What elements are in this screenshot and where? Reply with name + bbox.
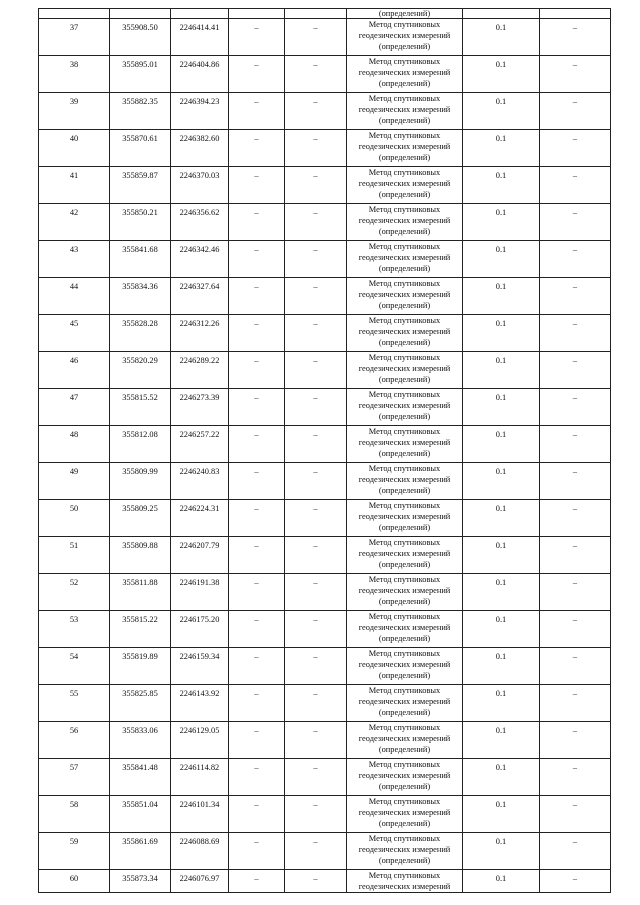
cell-column-8: –	[540, 537, 611, 574]
cell-coordinate-x: 355834.36	[110, 278, 171, 315]
cell-column-4: –	[229, 56, 285, 93]
cell-column-8: –	[540, 611, 611, 648]
cell-method: Метод спутниковых геодезических измерений (определений)	[347, 19, 463, 56]
cell-empty	[39, 9, 110, 19]
cell-coordinate-y: 2246394.23	[171, 93, 229, 130]
cell-column-8: –	[540, 796, 611, 833]
cell-column-5: –	[285, 19, 347, 56]
cell-coordinate-y: 2246076.97	[171, 870, 229, 893]
cell-point-number: 55	[39, 685, 110, 722]
cell-point-number: 41	[39, 167, 110, 204]
cell-coordinate-y: 2246175.20	[171, 611, 229, 648]
cell-column-5: –	[285, 426, 347, 463]
cell-column-4: –	[229, 648, 285, 685]
cell-coordinate-y: 2246257.22	[171, 426, 229, 463]
cell-accuracy: 0.1	[463, 130, 540, 167]
table-row	[39, 722, 611, 759]
cell-column-4: –	[229, 500, 285, 537]
cell-point-number: 45	[39, 315, 110, 352]
cell-accuracy: 0.1	[463, 167, 540, 204]
cell-empty	[171, 9, 229, 19]
cell-point-number: 57	[39, 759, 110, 796]
cell-accuracy: 0.1	[463, 389, 540, 426]
cell-coordinate-x: 355833.06	[110, 722, 171, 759]
cell-method: Метод спутниковых геодезических измерений	[347, 870, 463, 893]
cell-column-4: –	[229, 611, 285, 648]
cell-column-8: –	[540, 685, 611, 722]
cell-accuracy: 0.1	[463, 685, 540, 722]
cell-column-5: –	[285, 56, 347, 93]
cell-column-5: –	[285, 870, 347, 893]
cell-accuracy: 0.1	[463, 93, 540, 130]
cell-coordinate-x: 355815.52	[110, 389, 171, 426]
cell-point-number: 44	[39, 278, 110, 315]
cell-coordinate-y: 2246143.92	[171, 685, 229, 722]
table-row	[39, 870, 611, 893]
table-row	[39, 130, 611, 167]
cell-accuracy: 0.1	[463, 204, 540, 241]
cell-accuracy: 0.1	[463, 722, 540, 759]
cell-column-5: –	[285, 278, 347, 315]
cell-column-8: –	[540, 426, 611, 463]
cell-point-number: 38	[39, 56, 110, 93]
cell-column-4: –	[229, 278, 285, 315]
table-row	[39, 352, 611, 389]
cell-column-5: –	[285, 241, 347, 278]
cell-accuracy: 0.1	[463, 870, 540, 893]
cell-method: Метод спутниковых геодезических измерений (определений)	[347, 611, 463, 648]
cell-accuracy: 0.1	[463, 241, 540, 278]
cell-point-number: 50	[39, 500, 110, 537]
cell-accuracy: 0.1	[463, 463, 540, 500]
cell-coordinate-x: 355859.87	[110, 167, 171, 204]
cell-coordinate-y: 2246289.22	[171, 352, 229, 389]
table-row	[39, 648, 611, 685]
cell-column-5: –	[285, 130, 347, 167]
table-row	[39, 315, 611, 352]
cell-coordinate-x: 355841.48	[110, 759, 171, 796]
cell-accuracy: 0.1	[463, 500, 540, 537]
cell-method: Метод спутниковых геодезических измерений (определений)	[347, 278, 463, 315]
cell-method: Метод спутниковых геодезических измерений (определений)	[347, 796, 463, 833]
cell-point-number: 59	[39, 833, 110, 870]
cell-point-number: 39	[39, 93, 110, 130]
cell-column-5: –	[285, 500, 347, 537]
cell-column-5: –	[285, 722, 347, 759]
cell-empty	[540, 9, 611, 19]
cell-column-8: –	[540, 722, 611, 759]
cell-point-number: 48	[39, 426, 110, 463]
cell-column-8: –	[540, 315, 611, 352]
cell-column-4: –	[229, 833, 285, 870]
cell-method: Метод спутниковых геодезических измерений (определений)	[347, 500, 463, 537]
cell-coordinate-y: 2246327.64	[171, 278, 229, 315]
cell-point-number: 47	[39, 389, 110, 426]
cell-column-4: –	[229, 241, 285, 278]
cell-method: Метод спутниковых геодезических измерений (определений)	[347, 315, 463, 352]
cell-accuracy: 0.1	[463, 56, 540, 93]
cell-column-5: –	[285, 352, 347, 389]
table-row	[39, 574, 611, 611]
cell-column-5: –	[285, 167, 347, 204]
cell-coordinate-y: 2246101.34	[171, 796, 229, 833]
table-row	[39, 759, 611, 796]
cell-method: Метод спутниковых геодезических измерений (определений)	[347, 759, 463, 796]
cell-column-8: –	[540, 389, 611, 426]
cell-column-8: –	[540, 833, 611, 870]
cell-method: Метод спутниковых геодезических измерений (определений)	[347, 352, 463, 389]
table-row	[39, 426, 611, 463]
cell-column-4: –	[229, 204, 285, 241]
cell-point-number: 46	[39, 352, 110, 389]
cell-column-5: –	[285, 463, 347, 500]
cell-coordinate-y: 2246414.41	[171, 19, 229, 56]
cell-column-8: –	[540, 870, 611, 893]
table-row	[39, 500, 611, 537]
cell-coordinate-x: 355908.50	[110, 19, 171, 56]
cell-empty	[463, 9, 540, 19]
cell-column-8: –	[540, 241, 611, 278]
cell-column-4: –	[229, 574, 285, 611]
cell-coordinate-x: 355809.25	[110, 500, 171, 537]
cell-coordinate-x: 355811.88	[110, 574, 171, 611]
cell-accuracy: 0.1	[463, 426, 540, 463]
cell-coordinate-x: 355819.89	[110, 648, 171, 685]
cell-column-4: –	[229, 93, 285, 130]
cell-column-5: –	[285, 796, 347, 833]
coordinates-sheet	[38, 8, 610, 893]
cell-empty	[285, 9, 347, 19]
cell-coordinate-x: 355861.69	[110, 833, 171, 870]
table-row	[39, 833, 611, 870]
cell-column-8: –	[540, 130, 611, 167]
cell-coordinate-y: 2246191.38	[171, 574, 229, 611]
table-row	[39, 93, 611, 130]
cell-column-8: –	[540, 463, 611, 500]
cell-point-number: 60	[39, 870, 110, 893]
cell-coordinate-x: 355850.21	[110, 204, 171, 241]
cell-method: Метод спутниковых геодезических измерений (определений)	[347, 204, 463, 241]
cell-empty	[229, 9, 285, 19]
cell-column-5: –	[285, 537, 347, 574]
cell-method: Метод спутниковых геодезических измерений (определений)	[347, 130, 463, 167]
table-row-continued	[39, 9, 611, 19]
cell-column-8: –	[540, 500, 611, 537]
cell-coordinate-y: 2246312.26	[171, 315, 229, 352]
cell-column-8: –	[540, 167, 611, 204]
cell-column-4: –	[229, 19, 285, 56]
cell-column-8: –	[540, 574, 611, 611]
cell-coordinate-x: 355820.29	[110, 352, 171, 389]
cell-method: Метод спутниковых геодезических измерений (определений)	[347, 463, 463, 500]
cell-column-5: –	[285, 759, 347, 796]
cell-method: Метод спутниковых геодезических измерений (определений)	[347, 648, 463, 685]
cell-column-8: –	[540, 759, 611, 796]
cell-column-5: –	[285, 685, 347, 722]
cell-column-4: –	[229, 315, 285, 352]
cell-accuracy: 0.1	[463, 574, 540, 611]
table-row	[39, 463, 611, 500]
cell-column-5: –	[285, 611, 347, 648]
cell-column-5: –	[285, 648, 347, 685]
cell-column-8: –	[540, 278, 611, 315]
cell-accuracy: 0.1	[463, 278, 540, 315]
cell-column-8: –	[540, 204, 611, 241]
table-row	[39, 796, 611, 833]
cell-point-number: 43	[39, 241, 110, 278]
cell-point-number: 51	[39, 537, 110, 574]
cell-coordinate-x: 355828.28	[110, 315, 171, 352]
cell-accuracy: 0.1	[463, 648, 540, 685]
cell-method: Метод спутниковых геодезических измерений (определений)	[347, 241, 463, 278]
cell-column-8: –	[540, 648, 611, 685]
cell-coordinate-y: 2246224.31	[171, 500, 229, 537]
cell-accuracy: 0.1	[463, 611, 540, 648]
cell-point-number: 56	[39, 722, 110, 759]
cell-coordinate-x: 355851.04	[110, 796, 171, 833]
cell-method: Метод спутниковых геодезических измерений (определений)	[347, 833, 463, 870]
cell-column-5: –	[285, 204, 347, 241]
cell-coordinate-x: 355809.88	[110, 537, 171, 574]
cell-coordinate-y: 2246370.03	[171, 167, 229, 204]
table-row	[39, 685, 611, 722]
cell-point-number: 49	[39, 463, 110, 500]
cell-column-8: –	[540, 56, 611, 93]
cell-coordinate-y: 2246159.34	[171, 648, 229, 685]
cell-method: Метод спутниковых геодезических измерений (определений)	[347, 574, 463, 611]
cell-accuracy: 0.1	[463, 315, 540, 352]
cell-point-number: 58	[39, 796, 110, 833]
cell-column-4: –	[229, 389, 285, 426]
cell-method-tail: (определений)	[347, 9, 463, 19]
cell-coordinate-x: 355870.61	[110, 130, 171, 167]
cell-coordinate-x: 355815.22	[110, 611, 171, 648]
cell-column-4: –	[229, 685, 285, 722]
cell-accuracy: 0.1	[463, 833, 540, 870]
cell-column-4: –	[229, 796, 285, 833]
cell-point-number: 37	[39, 19, 110, 56]
cell-accuracy: 0.1	[463, 19, 540, 56]
cell-accuracy: 0.1	[463, 537, 540, 574]
cell-coordinate-y: 2246356.62	[171, 204, 229, 241]
cell-method: Метод спутниковых геодезических измерений (определений)	[347, 426, 463, 463]
cell-point-number: 53	[39, 611, 110, 648]
cell-coordinate-x: 355825.85	[110, 685, 171, 722]
cell-column-4: –	[229, 870, 285, 893]
cell-method: Метод спутниковых геодезических измерений (определений)	[347, 389, 463, 426]
cell-column-4: –	[229, 463, 285, 500]
cell-column-5: –	[285, 315, 347, 352]
cell-accuracy: 0.1	[463, 759, 540, 796]
cell-accuracy: 0.1	[463, 796, 540, 833]
cell-column-5: –	[285, 93, 347, 130]
cell-column-4: –	[229, 426, 285, 463]
cell-column-4: –	[229, 722, 285, 759]
cell-coordinate-y: 2246114.82	[171, 759, 229, 796]
table-row	[39, 537, 611, 574]
cell-coordinate-x: 355812.08	[110, 426, 171, 463]
cell-coordinate-x: 355882.35	[110, 93, 171, 130]
cell-point-number: 42	[39, 204, 110, 241]
cell-column-8: –	[540, 93, 611, 130]
cell-method: Метод спутниковых геодезических измерений (определений)	[347, 722, 463, 759]
cell-point-number: 52	[39, 574, 110, 611]
cell-coordinate-y: 2246273.39	[171, 389, 229, 426]
cell-point-number: 54	[39, 648, 110, 685]
cell-column-8: –	[540, 19, 611, 56]
table-row	[39, 204, 611, 241]
cell-method: Метод спутниковых геодезических измерений (определений)	[347, 167, 463, 204]
cell-method: Метод спутниковых геодезических измерений (определений)	[347, 537, 463, 574]
cell-coordinate-y: 2246382.60	[171, 130, 229, 167]
cell-coordinate-y: 2246404.86	[171, 56, 229, 93]
table-row	[39, 241, 611, 278]
table-row	[39, 611, 611, 648]
cell-column-4: –	[229, 167, 285, 204]
cell-method: Метод спутниковых геодезических измерений (определений)	[347, 685, 463, 722]
table-row	[39, 19, 611, 56]
cell-coordinate-y: 2246240.83	[171, 463, 229, 500]
cell-column-4: –	[229, 130, 285, 167]
cell-coordinate-x: 355873.34	[110, 870, 171, 893]
cell-column-5: –	[285, 574, 347, 611]
cell-column-4: –	[229, 759, 285, 796]
table-row	[39, 56, 611, 93]
cell-column-5: –	[285, 389, 347, 426]
coordinates-table	[38, 8, 611, 893]
cell-coordinate-y: 2246207.79	[171, 537, 229, 574]
cell-coordinate-y: 2246342.46	[171, 241, 229, 278]
cell-coordinate-y: 2246088.69	[171, 833, 229, 870]
cell-point-number: 40	[39, 130, 110, 167]
table-row	[39, 278, 611, 315]
cell-accuracy: 0.1	[463, 352, 540, 389]
cell-column-4: –	[229, 352, 285, 389]
cell-method: Метод спутниковых геодезических измерений (определений)	[347, 93, 463, 130]
cell-column-5: –	[285, 833, 347, 870]
cell-method: Метод спутниковых геодезических измерений (определений)	[347, 56, 463, 93]
table-row	[39, 167, 611, 204]
cell-empty	[110, 9, 171, 19]
table-row	[39, 389, 611, 426]
cell-column-8: –	[540, 352, 611, 389]
cell-coordinate-y: 2246129.05	[171, 722, 229, 759]
cell-coordinate-x: 355895.01	[110, 56, 171, 93]
cell-coordinate-x: 355809.99	[110, 463, 171, 500]
cell-column-4: –	[229, 537, 285, 574]
coordinates-table-body	[39, 9, 611, 893]
cell-coordinate-x: 355841.68	[110, 241, 171, 278]
